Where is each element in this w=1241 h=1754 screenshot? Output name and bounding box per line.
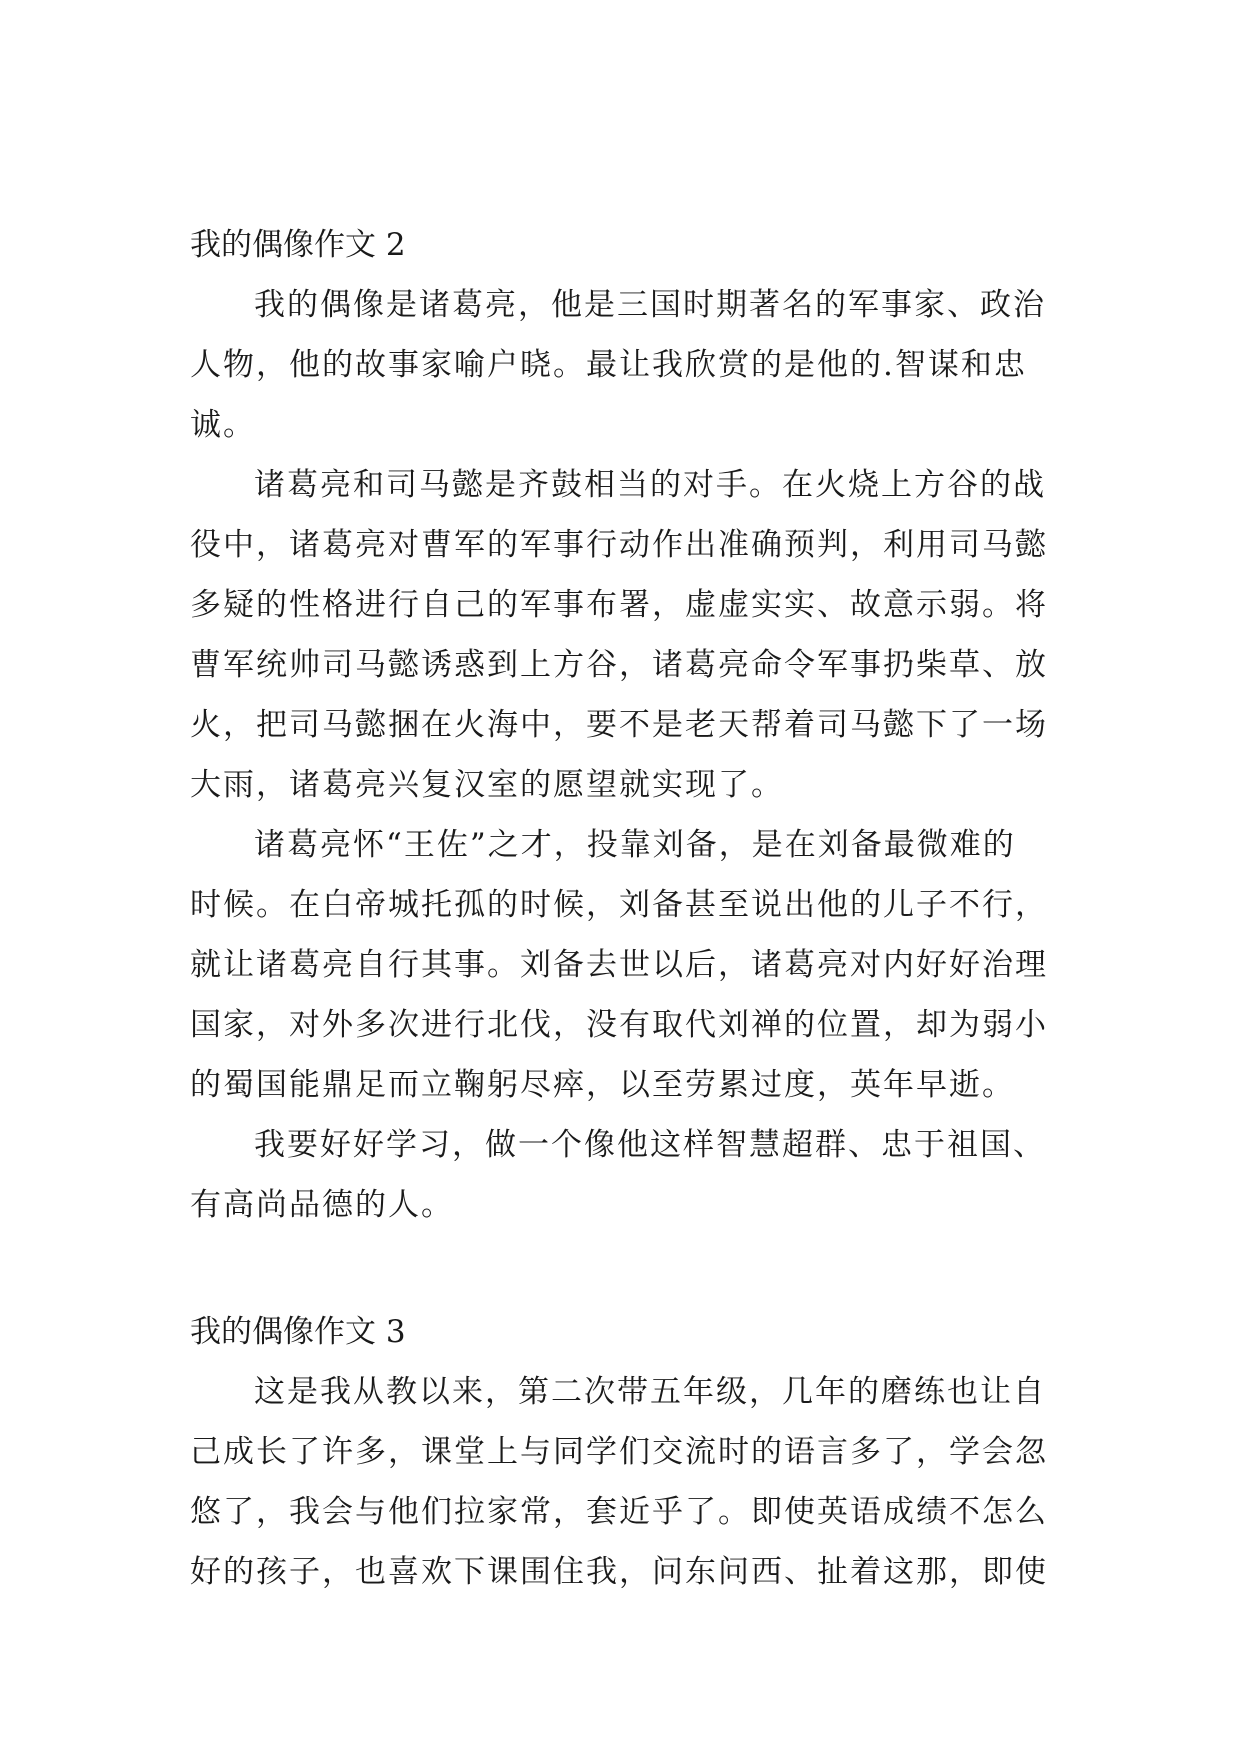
paragraph	[190, 1115, 1050, 1235]
text-line: 诸葛亮和司马懿是齐鼓相当的对手。在火烧上方谷的战	[254, 467, 1046, 503]
section-spacer	[190, 1235, 1050, 1302]
text-line: 的蜀国能鼎足而立鞠躬尽瘁，以至劳累过度，英年早逝。	[190, 1067, 1015, 1103]
text-line: 我的偶像是诸葛亮，他是三国时期著名的军事家、政治	[254, 287, 1046, 323]
text-line: 火，把司马懿捆在火海中，要不是老天帮着司马懿下了一场	[190, 707, 1048, 743]
text-line: 我要好好学习，做一个像他这样智慧超群、忠于祖国、	[254, 1127, 1046, 1163]
text-line: 役中，诸葛亮对曹军的军事行动作出准确预判，利用司马懿	[190, 527, 1048, 563]
text-line: 人物，他的故事家喻户晓。最让我欣赏的是他的.智谋和忠	[190, 347, 1027, 383]
text-line: 这是我从教以来，第二次带五年级，几年的磨练也让自	[254, 1374, 1046, 1410]
text-line: 诸葛亮怀“王佐”之才，投靠刘备，是在刘备最微难的	[254, 827, 1016, 863]
text-line: 悠了，我会与他们拉家常，套近乎了。即使英语成绩不怎么	[190, 1494, 1048, 1530]
text-line: 诚。	[190, 407, 256, 443]
text-line: 时候。在白帝城托孤的时候，刘备甚至说出他的儿子不行，	[190, 887, 1048, 923]
text-line: 就让诸葛亮自行其事。刘备去世以后，诸葛亮对内好好治理	[190, 947, 1048, 983]
essay-section-2	[190, 215, 1050, 1235]
text-line: 好的孩子，也喜欢下课围住我，问东问西、扯着这那，即使	[190, 1554, 1048, 1590]
paragraph	[190, 815, 1050, 1115]
text-line: 己成长了许多，课堂上与同学们交流时的语言多了，学会忽	[190, 1434, 1048, 1470]
paragraph	[190, 455, 1050, 815]
text-line: 有高尚品德的人。	[190, 1187, 454, 1223]
section-title: 我的偶像作文 2	[190, 227, 406, 263]
text-line: 多疑的性格进行自己的军事布署，虚虚实实、故意示弱。将	[190, 587, 1048, 623]
section-title: 我的偶像作文 3	[190, 1314, 406, 1350]
essay-section-3	[190, 1302, 1050, 1602]
text-line: 国家，对外多次进行北伐，没有取代刘禅的位置，却为弱小	[190, 1007, 1048, 1043]
text-line: 曹军统帅司马懿诱惑到上方谷，诸葛亮命令军事扔柴草、放	[190, 647, 1048, 683]
paragraph	[190, 275, 1050, 455]
document-body	[190, 215, 1050, 1602]
text-line: 大雨，诸葛亮兴复汉室的愿望就实现了。	[190, 767, 784, 803]
paragraph	[190, 1362, 1050, 1602]
